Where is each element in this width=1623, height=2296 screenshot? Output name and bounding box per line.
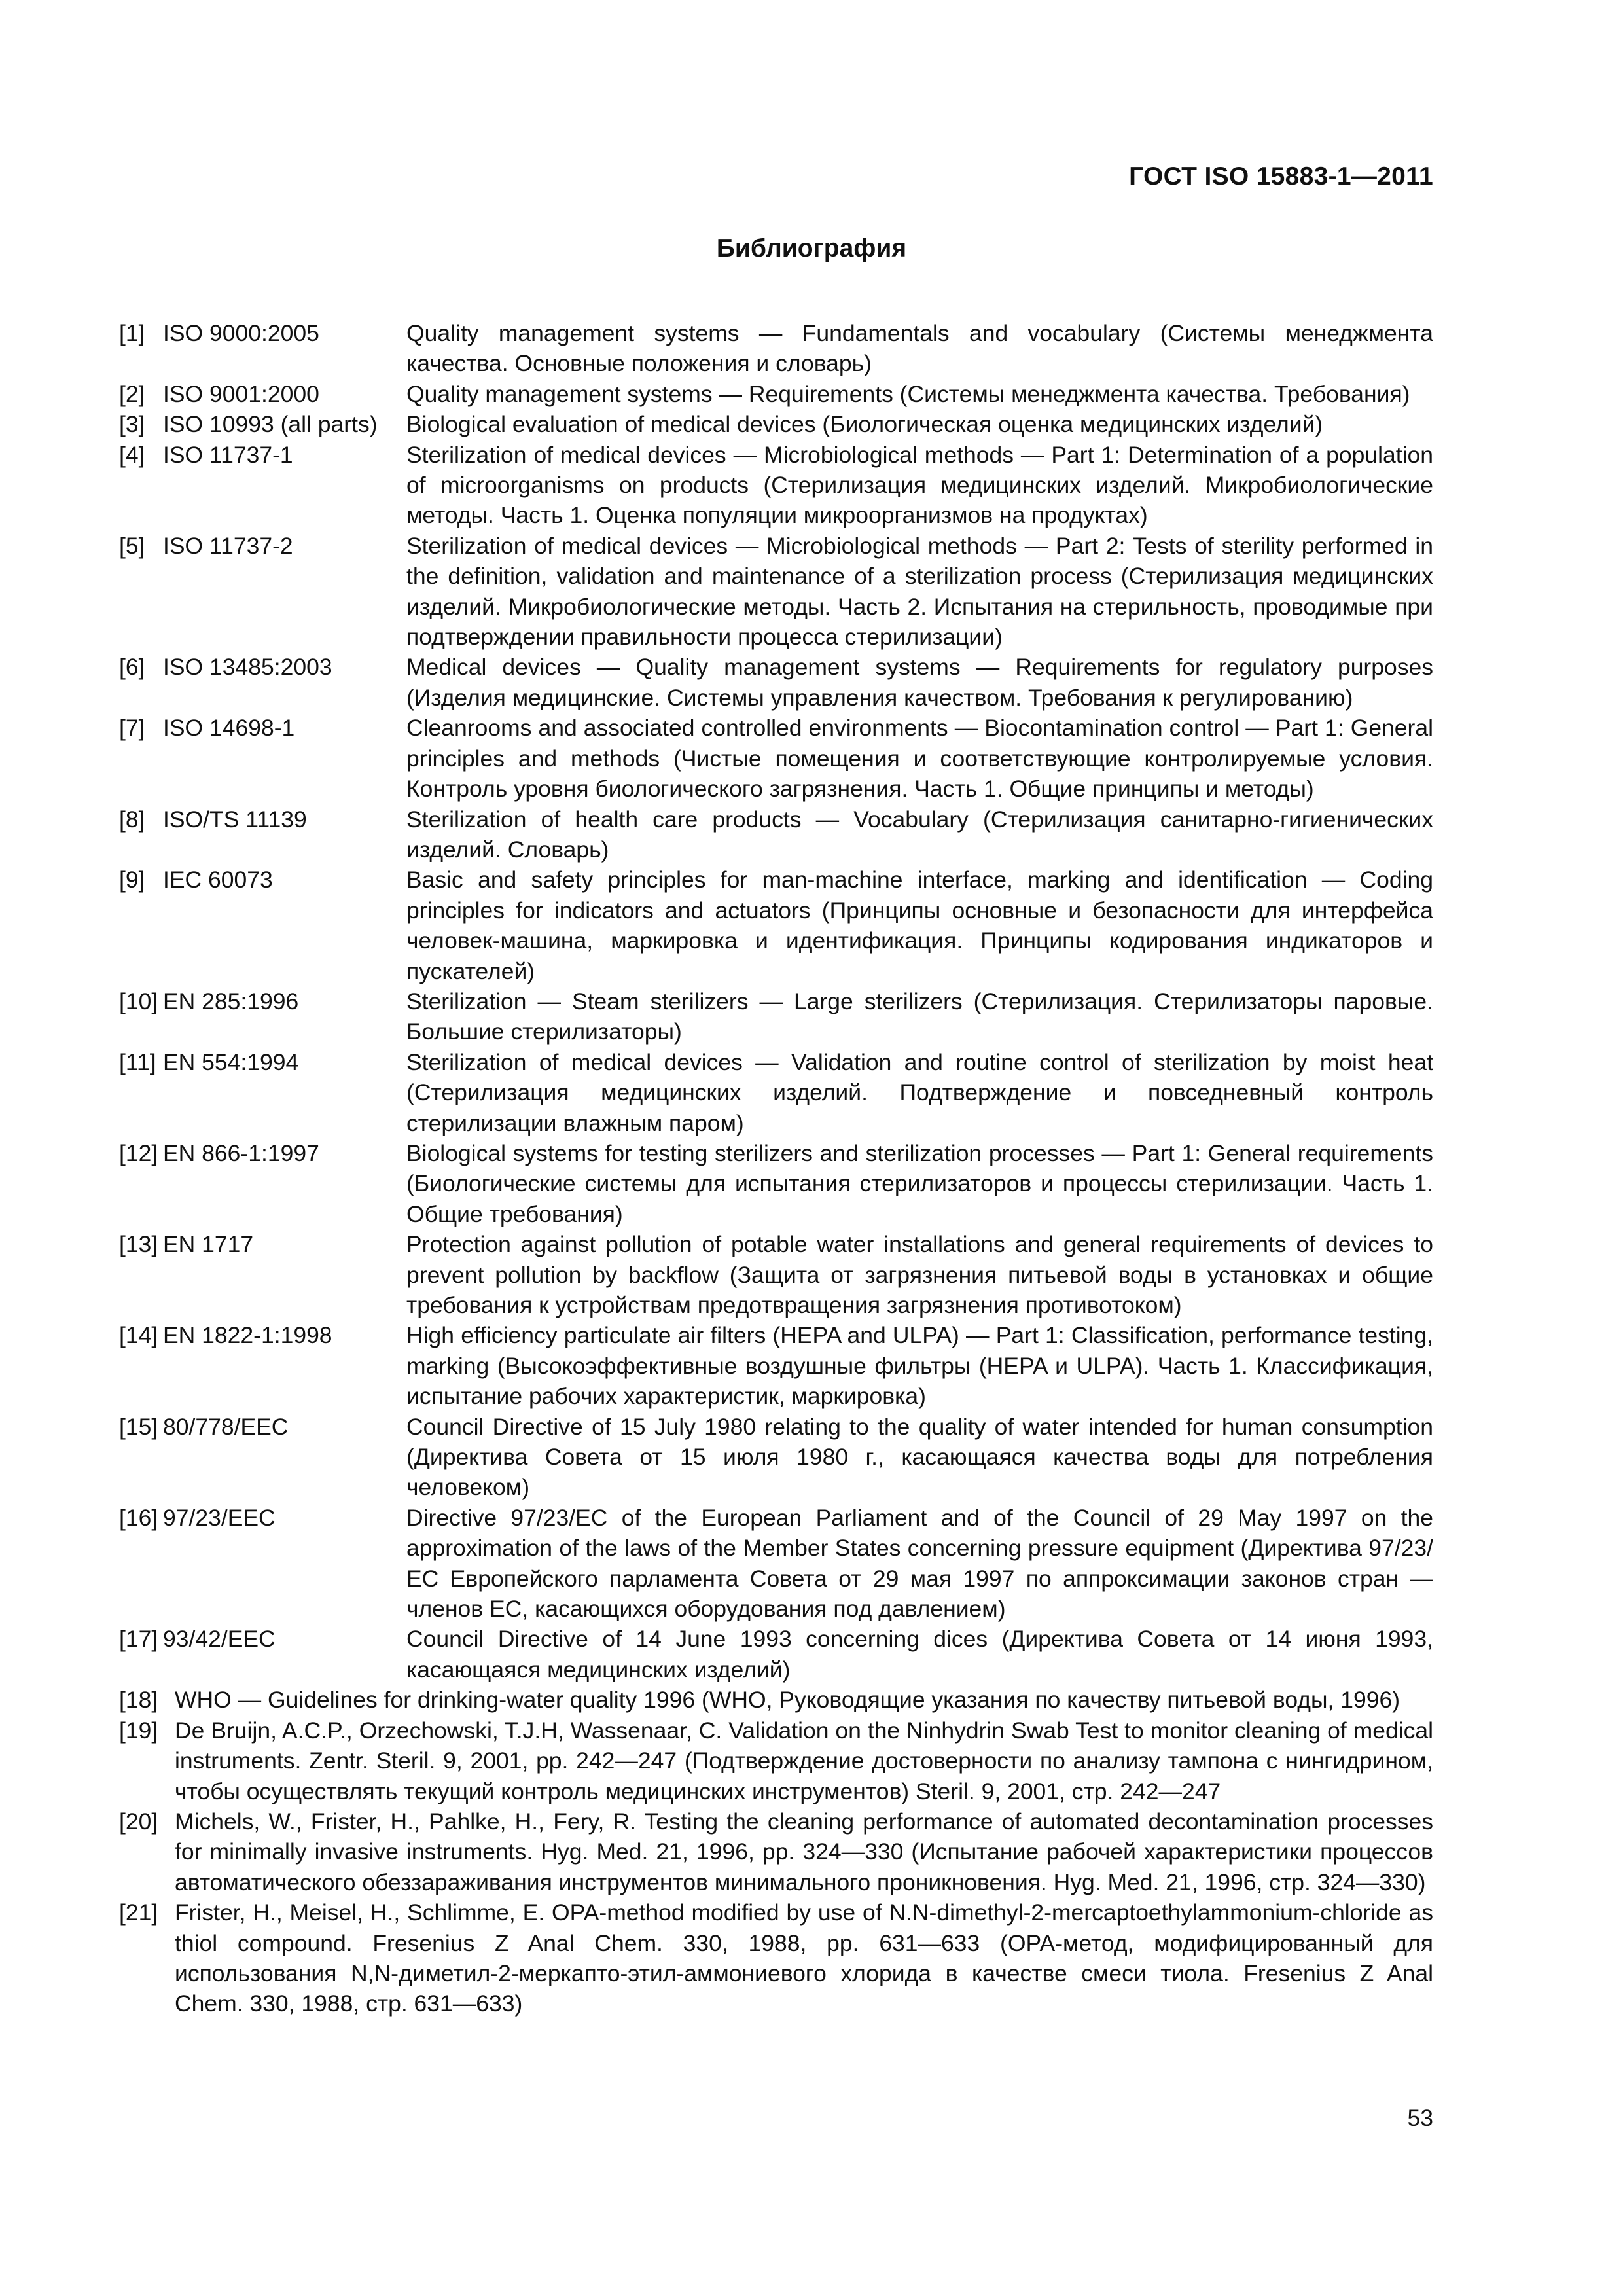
- entry-text: WHO — Guidelines for drinking-water quality 1996 (WHO, Руководящие указания по качеству питьевой воды, 1996): [175, 1687, 1400, 1713]
- entry-code: EN 285:1996: [163, 988, 299, 1014]
- entry-text: Biological evaluation of medical devices (Биологическая оценка медицинских изделий): [406, 411, 1323, 438]
- entry-number: [5]: [119, 532, 145, 559]
- entry-code: ISO 10993 (all parts): [163, 411, 378, 438]
- entry-text: Council Directive of 14 June 1993 concerning dices (Директива Совета от 14 июня 1993, касающаяся медицинских изделий): [406, 1626, 1433, 1683]
- entry-text: Basic and safety principles for man-machine interface, marking and identification — Coding principles for indicators and actuators (Принципы основные и безопасности для интерфейса человек-машина, маркировка и идентификация. Принципы кодирования индикаторов и пускателей): [406, 867, 1433, 984]
- entry-number: [7]: [119, 715, 145, 742]
- entry-number: [13]: [119, 1231, 158, 1258]
- bibliography-entry-12: [119, 1138, 1433, 1229]
- bibliography-entry-13: [119, 1229, 1433, 1320]
- entry-number: [4]: [119, 441, 145, 468]
- entry-code: ISO 11737-1: [163, 441, 293, 468]
- entry-number: [17]: [119, 1626, 158, 1653]
- bibliography-entry-11: [119, 1047, 1433, 1138]
- entry-number: [1]: [119, 320, 145, 346]
- entry-code: ISO 9000:2005: [163, 320, 319, 346]
- bibliography-entry-7: [119, 713, 1433, 804]
- entry-text: Protection against pollution of potable water installations and general requirements of devices to prevent pollution by backflow (Защита от загрязнения питьевой воды в установках и общие требования к устройствам предотвращения загрязнения противотоком): [406, 1231, 1433, 1318]
- bibliography-entry-9: [119, 865, 1433, 986]
- entry-code: 97/23/EEC: [163, 1504, 276, 1531]
- entry-code: 93/42/EEC: [163, 1626, 276, 1653]
- bibliography-entry-1: [119, 318, 1433, 379]
- entry-number: [21]: [119, 1899, 158, 1926]
- bibliography-entry-21: [119, 1897, 1433, 2019]
- bibliography-entry-18: [119, 1685, 1433, 1715]
- entry-code: EN 866-1:1997: [163, 1139, 319, 1166]
- bibliography-entry-17: [119, 1624, 1433, 1685]
- entry-text: Sterilization of medical devices — Microbiological methods — Part 2: Tests of sterility performed in the definition, validation and maintenance of a sterilization process (Стерилизация медицинских изделий. Микробиологические методы. Часть 2. Испытания на стерильность, проводимые при подтверждении правильности процесса стерилизации): [406, 532, 1433, 651]
- bibliography-entry-15: [119, 1412, 1433, 1503]
- entry-text: Quality management systems — Fundamentals and vocabulary (Системы менеджмента качества. Основные положения и словарь): [406, 320, 1433, 377]
- entry-number: [8]: [119, 806, 145, 833]
- entry-code: ISO 9001:2000: [163, 380, 319, 407]
- entry-text: Sterilization — Steam sterilizers — Large sterilizers (Стерилизация. Стерилизаторы паровые. Большие стерилизаторы): [406, 988, 1433, 1045]
- entry-number: [20]: [119, 1808, 158, 1835]
- entry-code: EN 1822-1:1998: [163, 1322, 332, 1349]
- bibliography-entry-16: [119, 1503, 1433, 1624]
- bibliography-entry-5: [119, 531, 1433, 653]
- document-code: ГОСТ ISO 15883-1—2011: [1129, 162, 1433, 190]
- bibliography-entry-20: [119, 1806, 1433, 1897]
- entry-number: [15]: [119, 1413, 158, 1440]
- entry-text: Cleanrooms and associated controlled environments — Biocontamination control — Part 1: General principles and methods (Чистые помещения и соответствующие контролируемые условия. Контроль уровня биологического загрязнения. Часть 1. Общие принципы и методы): [406, 715, 1433, 802]
- entry-code: EN 1717: [163, 1231, 254, 1258]
- bibliography-entry-10: [119, 986, 1433, 1047]
- entry-text: Sterilization of medical devices — Microbiological methods — Part 1: Determination of a population of microorganisms on products (Стерилизация медицинских изделий. Микробиологические методы. Часть 1. Оценка популяции микроорганизмов на продуктах): [406, 441, 1433, 529]
- entry-code: 80/778/EEC: [163, 1413, 289, 1440]
- entry-text: Medical devices — Quality management systems — Requirements for regulatory purposes (Изделия медицинские. Системы управления качеством. Требования к регулированию): [406, 654, 1433, 711]
- entry-number: [9]: [119, 867, 145, 893]
- entry-code: ISO/TS 11139: [163, 806, 307, 833]
- bibliography-list: [119, 318, 1433, 2019]
- page-number: 53: [1407, 2105, 1433, 2131]
- entry-text: Biological systems for testing sterilizers and sterilization processes — Part 1: General requirements (Биологические системы для испытания стерилизаторов и процессы стерилизации. Часть 1. Общие требования): [406, 1139, 1433, 1227]
- entry-code: ISO 11737-2: [163, 532, 293, 559]
- entry-text: Frister, H., Meisel, H., Schlimme, E. OPA-method modified by use of N.N-dimethyl-2-mercaptoethylammonium-chloride as thiol compound. Fresenius Z Anal Chem. 330, 1988, pp. 631—633 (OPA-метод, модифицированный для использования N,N-диметил-2-меркапто-этил-аммониевого хлорида в качестве смеси тиола. Fresenius Z Anal Chem. 330, 1988, стр. 631—633): [175, 1899, 1433, 2017]
- bibliography-entry-8: [119, 804, 1433, 865]
- bibliography-entry-4: [119, 440, 1433, 531]
- entry-text: Council Directive of 15 July 1980 relating to the quality of water intended for human consumption (Директива Совета от 15 июля 1980 г., касающаяся качества воды для потребления человеком): [406, 1413, 1433, 1501]
- entry-number: [14]: [119, 1322, 158, 1349]
- entry-code: IEC 60073: [163, 867, 273, 893]
- bibliography-entry-3: [119, 409, 1433, 439]
- entry-number: [3]: [119, 411, 145, 438]
- entry-text: Sterilization of health care products — Vocabulary (Стерилизация санитарно-гигиенических изделий. Словарь): [406, 806, 1433, 863]
- entry-number: [2]: [119, 380, 145, 407]
- entry-number: [19]: [119, 1717, 158, 1744]
- entry-number: [16]: [119, 1504, 158, 1531]
- entry-text: Quality management systems — Requirements (Системы менеджмента качества. Требования): [406, 380, 1410, 407]
- entry-code: ISO 14698-1: [163, 715, 295, 742]
- entry-number: [12]: [119, 1139, 158, 1166]
- entry-text: Directive 97/23/EC of the European Parliament and of the Council of 29 May 1997 on the approximation of the laws of the Member States concerning pressure equipment (Директива 97/23/ЕС Европейского парламента Совета от 29 мая 1997 по аппроксимации законов стран — членов ЕС, касающихся оборудования под давлением): [406, 1504, 1433, 1623]
- entry-text: Michels, W., Frister, H., Pahlke, H., Fery, R. Testing the cleaning performance of automated decontamination processes for minimally invasive instruments. Hyg. Med. 21, 1996, pp. 324—330 (Испытание рабочей характеристики процессов автоматического обеззараживания инструментов минимального проникновения. Hyg. Med. 21, 1996, стр. 324—330): [175, 1808, 1433, 1895]
- entry-number: [18]: [119, 1687, 158, 1713]
- entry-code: EN 554:1994: [163, 1049, 299, 1075]
- entry-number: [6]: [119, 654, 145, 681]
- bibliography-entry-19: [119, 1715, 1433, 1806]
- entry-number: [10]: [119, 988, 158, 1014]
- entry-text: Sterilization of medical devices — Validation and routine control of sterilization by moist heat (Стерилизация медицинских изделий. Подтверждение и повседневный контроль стерилизации влажным паром): [406, 1049, 1433, 1136]
- entry-text: High efficiency particulate air filters (HEPA and ULPA) — Part 1: Classification, performance testing, marking (Высокоэффективные воздушные фильтры (HEPA и ULPA). Часть 1. Классификация, испытание рабочих характеристик, маркировка): [406, 1322, 1433, 1410]
- entry-number: [11]: [119, 1049, 156, 1075]
- entry-text: De Bruijn, A.C.P., Orzechowski, T.J.H, Wassenaar, C. Validation on the Ninhydrin Swab Test to monitor cleaning of medical instruments. Zentr. Steril. 9, 2001, pp. 242—247 (Подтверждение достоверности по анализу тампона с нингидрином, чтобы осуществлять текущий контроль медицинских инструментов) Steril. 9, 2001, стр. 242—247: [175, 1717, 1433, 1804]
- entry-code: ISO 13485:2003: [163, 654, 332, 681]
- bibliography-entry-6: [119, 652, 1433, 713]
- page-title: Библиография: [716, 234, 907, 262]
- bibliography-entry-14: [119, 1320, 1433, 1411]
- bibliography-entry-2: [119, 379, 1433, 409]
